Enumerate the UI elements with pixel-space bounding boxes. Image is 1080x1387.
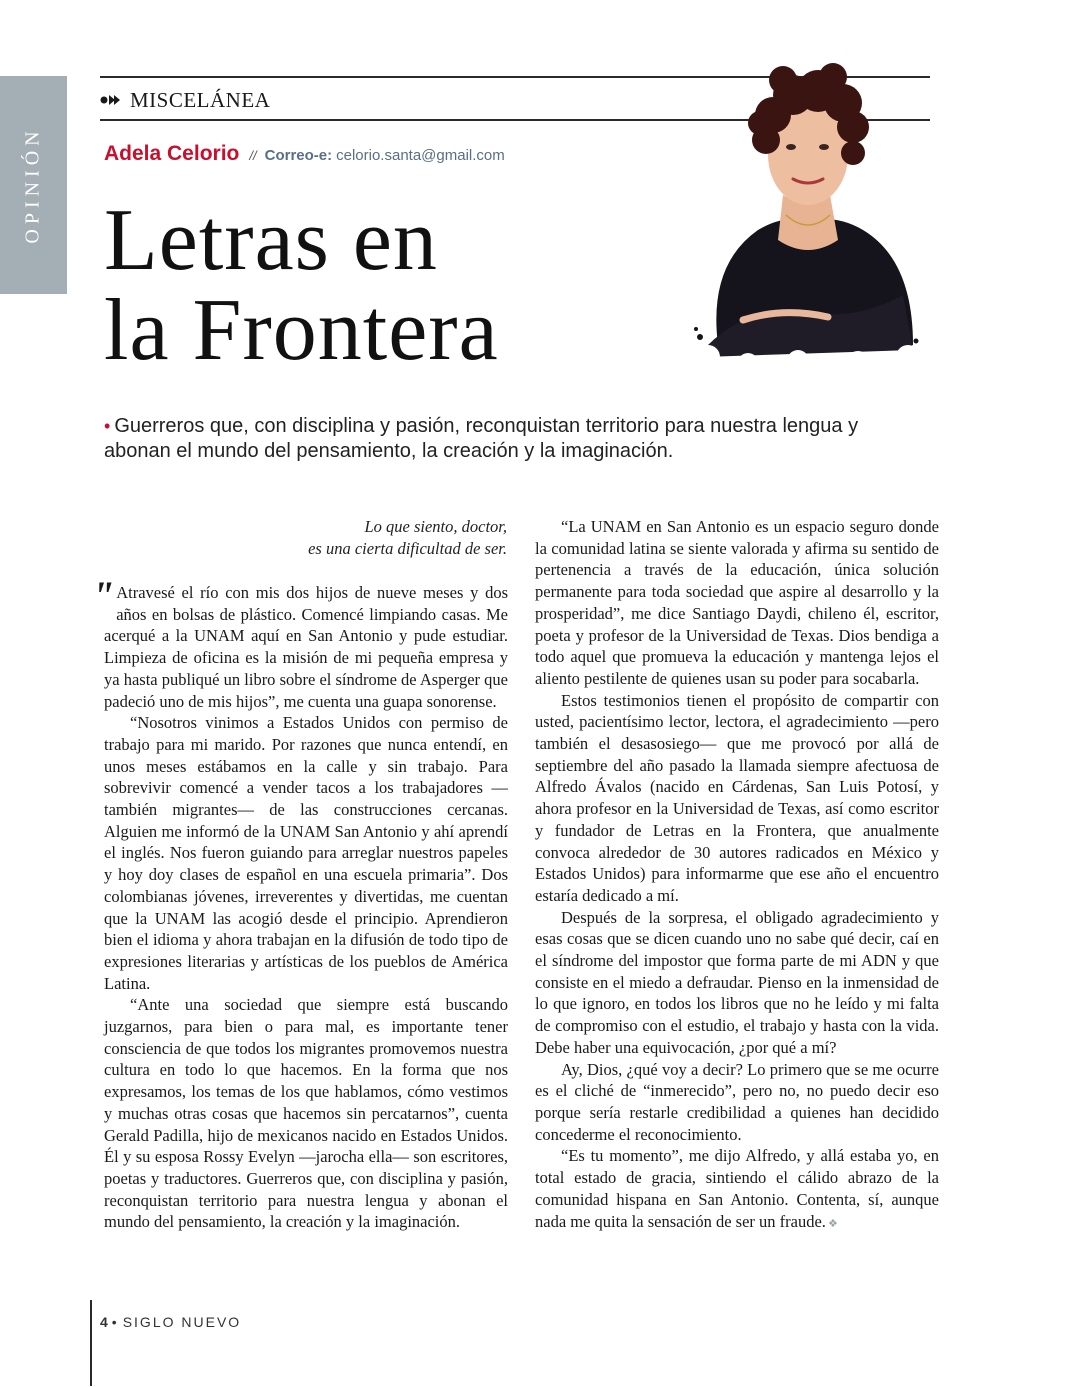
dek-text: Guerreros que, con disciplina y pasión, reconquistan territorio para nuestra lengua y abonan el mundo del pensamiento, la creación y la imaginación. (104, 415, 859, 462)
body-paragraph: Ay, Dios, ¿qué voy a decir? Lo primero que se me ocurre es el cliché de “inmerecido”, pero no, no puedo decir eso porque sería restarle credibilidad a quienes han decidido concederme el reconocimiento. (535, 1059, 939, 1144)
body-paragraph: " Atravesé el río con mis dos hijos de nueve meses y dos años en bolsas de plástico. Comencé limpiando casas. Me acerqué a la UNAM aquí en San Antonio y pude estudiar. Limpieza de oficina es la misión de mi pequeña empresa y ya hasta publiqué un libro sobre el síndrome de Asperger que padeció uno de mis hijos”, me cuenta una guapa sonorense. (92, 573, 508, 711)
publication-name: SIGLO NUEVO (122, 1314, 242, 1330)
page-number: 4 (100, 1314, 108, 1330)
end-mark-icon: ❖ (827, 1217, 838, 1230)
email-address[interactable]: celorio.santa@gmail.com (336, 147, 505, 164)
open-quote-mark: " (92, 573, 115, 618)
epigraph-line-1: Lo que siento, doctor, (364, 517, 507, 536)
epigraph (200, 516, 507, 560)
section-tab-label: OPINIÓN (21, 126, 44, 244)
body-paragraph: Después de la sorpresa, el obligado agradecimiento y esas cosas que se dicen cuando uno no sabe qué decir, caí en el síndrome del impostor que forma parte de mi ADN y que consiste en el miedo a defraudar. Pienso en la inmensidad de lo que ignoro, en todos los libros que no he leído y mi falta de compromiso con el estudio, el trabajo y hasta con la vida. Debe haber una equivocación, ¿por qué a mí? (535, 907, 939, 1057)
title-line-2: la Frontera (104, 282, 499, 379)
body-paragraph: Estos testimonios tienen el propósito de compartir con usted, pacientísimo lector, lectora, el agradecimiento —pero también el desasosiego— que me provocó por allá de septiembre del año pasado la llamada siempre afectuosa de Alfredo Ávalos (nacido en Cárdenas, San Luis Potosí, y ahora profesor en la Universidad de Texas, así como escritor y fundador de Letras en la Frontera, que anualmente convoca alrededor de 30 autores radicados en México y Estados Unidos) para informarme que ese año el encuentro estaría dedicado a mí. (535, 690, 939, 905)
section-header (100, 86, 270, 114)
byline (104, 142, 505, 166)
body-column-right (535, 516, 939, 1235)
body-paragraph: “La UNAM en San Antonio es un espacio seguro donde la comunidad latina se siente valorada y afirma su sentido de pertenencia a través de la educación, única solución permanente para toda sociedad que aspire al desarrollo y la prosperidad”, me dice Santiago Daydi, chileno él, escritor, poeta y profesor de la Universidad de Texas. Dios bendiga a todo aquel que promueva la educación y mantenga lejos el aliento pestilente de quienes usan su poder para socabarla. (535, 517, 939, 688)
article-dek (104, 414, 864, 464)
title-line-1: Letras en (104, 192, 438, 289)
author-name: Adela Celorio (104, 142, 240, 165)
body-paragraph: “Es tu momento”, me dijo Alfredo, y allá estaba yo, en total estado de gracia, sintiendo el cálido abrazo de la comunidad hispana en San Antonio. Contenta, sí, aunque nada me quita la sensación de ser un fraude. ❖ (535, 1146, 939, 1231)
section-label: MISCELÁNEA (130, 87, 271, 112)
author-portrait (688, 45, 923, 365)
body-column-left (92, 573, 508, 1233)
article-title (104, 192, 499, 379)
email-label: Correo-e: (264, 147, 333, 164)
body-paragraph: “Nosotros vinimos a Estados Unidos con permiso de trabajo para mi marido. Por razones que nunca entendí, en unos meses estábamos en la calle y sin trabajo. Para sobrevivir comencé a vender tacos a los trabajadores —también migrantes— de las construcciones cercanas. Alguien me informó de la UNAM San Antonio y ahí aprendí el inglés. Nos fueron guiando para arreglar nuestros papeles y hoy doy clases de español en una escuela primaria”. Dos colombianas jóvenes, irreverentes y divertidas, me cuentan que la UNAM las acogió desde el principio. Aprendieron bien el idioma y ahora trabajan en la difusión de todo tipo de expresiones literarias y artísticas de los pueblos de América Latina. (104, 713, 508, 993)
byline-separator: // (249, 148, 257, 163)
dek-bullet-icon: • (104, 416, 111, 436)
double-arrow-icon (100, 93, 122, 107)
body-paragraph: “Ante una sociedad que siempre está buscando juzgarnos, para bien o para mal, es importante tener consciencia de que todos los migrantes promovemos nuestra cultura en todo lo que hacemos. En la forma que nos expresamos, los temas de los que hablamos, cómo vestimos y muchas otras cosas que hacemos sin percatarnos”, cuenta Gerald Padilla, hijo de mexicanos nacido en Estados Unidos. Él y su esposa Rossy Evelyn —jarocha ella— son escritores, poetas y traductores. Guerreros que, con disciplina y pasión, reconquistan territorio para nuestra lengua y abonan el mundo del pensamiento, la creación y la imaginación. (104, 995, 508, 1232)
epigraph-line-2: es una cierta dificultad de ser. (308, 539, 507, 558)
footer-rule (90, 1300, 92, 1386)
page-footer (100, 1314, 241, 1330)
footer-dot: • (111, 1314, 119, 1330)
